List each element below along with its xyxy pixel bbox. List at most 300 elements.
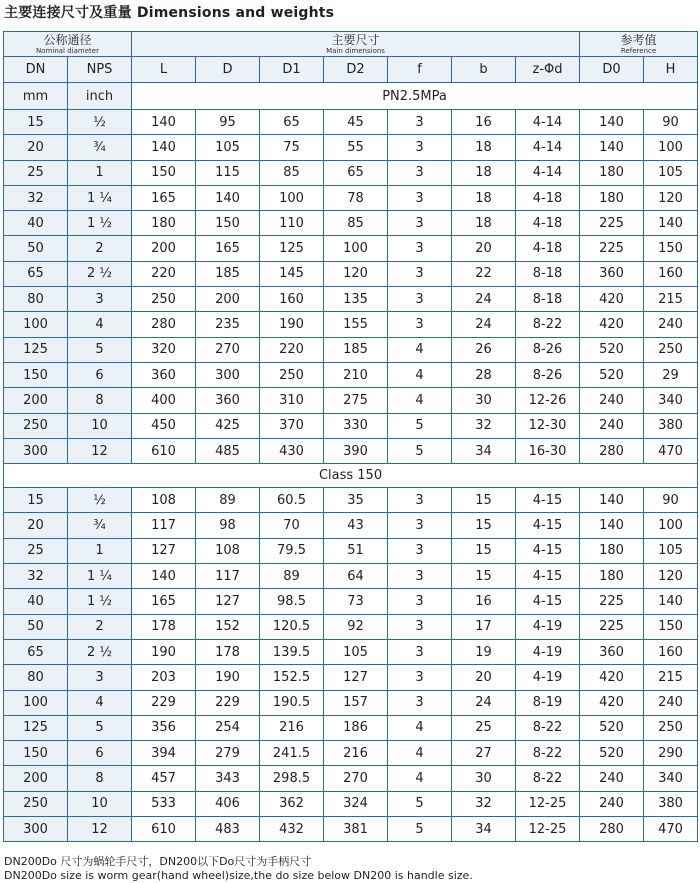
table-cell: 250: [4, 413, 68, 438]
table-cell: 140: [580, 488, 644, 513]
table-cell: 225: [580, 614, 644, 639]
table-cell: 90: [644, 110, 698, 135]
table-cell: 150: [4, 362, 68, 387]
table-cell: 380: [644, 413, 698, 438]
table-row: [4, 665, 698, 690]
table-cell: 15: [452, 513, 516, 538]
table-cell: 12: [68, 438, 132, 463]
table-cell: 100: [4, 690, 68, 715]
table-cell: 390: [324, 438, 388, 463]
table-cell: 3: [388, 665, 452, 690]
table-cell: 420: [580, 665, 644, 690]
table-cell: 203: [132, 665, 196, 690]
table-cell: 40: [4, 211, 68, 236]
table-cell: 80: [4, 287, 68, 312]
table-cell: 79.5: [260, 538, 324, 563]
table-cell: 155: [324, 312, 388, 337]
table-cell: 80: [4, 665, 68, 690]
table-row: [4, 538, 698, 563]
table-cell: 5: [388, 791, 452, 816]
table-cell: 3: [388, 614, 452, 639]
table-row: [4, 110, 698, 135]
table-cell: 140: [132, 564, 196, 589]
table-cell: 229: [132, 690, 196, 715]
table-cell: 280: [132, 312, 196, 337]
table-cell: 1 ¼: [68, 185, 132, 210]
table-cell: 1 ½: [68, 589, 132, 614]
table-cell: 3: [388, 110, 452, 135]
table-cell: 140: [644, 211, 698, 236]
table-cell: 55: [324, 135, 388, 160]
table-cell: 92: [324, 614, 388, 639]
table-cell: 4: [388, 766, 452, 791]
table-cell: 15: [452, 538, 516, 563]
table-cell: 8-26: [516, 362, 580, 387]
table-cell: 150: [132, 160, 196, 185]
table-row: [4, 614, 698, 639]
table-cell: 15: [452, 564, 516, 589]
table-cell: 4-15: [516, 564, 580, 589]
table-cell: 12-30: [516, 413, 580, 438]
table-cell: 280: [580, 817, 644, 842]
table-cell: 150: [196, 211, 260, 236]
table-row: [4, 438, 698, 463]
table-cell: 1: [68, 538, 132, 563]
table-cell: 4-19: [516, 639, 580, 664]
table-cell: 108: [132, 488, 196, 513]
table-cell: 340: [644, 766, 698, 791]
table-cell: 1 ¼: [68, 564, 132, 589]
table-cell: 3: [388, 538, 452, 563]
reference-header: 参考值 Reference: [580, 32, 698, 57]
table-cell: 17: [452, 614, 516, 639]
table-cell: 16: [452, 110, 516, 135]
table-cell: 150: [644, 614, 698, 639]
table-cell: 1 ½: [68, 211, 132, 236]
table-cell: 190.5: [260, 690, 324, 715]
table-cell: 157: [324, 690, 388, 715]
table-cell: 420: [580, 287, 644, 312]
table-cell: 10: [68, 791, 132, 816]
table-cell: 127: [196, 589, 260, 614]
table-cell: 139.5: [260, 639, 324, 664]
table-cell: 3: [68, 287, 132, 312]
table-cell: 108: [196, 538, 260, 563]
table-cell: 180: [580, 185, 644, 210]
table-cell: 24: [452, 287, 516, 312]
table-cell: 3: [388, 488, 452, 513]
table-cell: 10: [68, 413, 132, 438]
table-cell: 140: [580, 110, 644, 135]
section-row: [4, 464, 698, 488]
table-cell: 89: [260, 564, 324, 589]
table-cell: 324: [324, 791, 388, 816]
table-cell: 25: [4, 160, 68, 185]
table-cell: 270: [196, 337, 260, 362]
table-row: [4, 589, 698, 614]
table-cell: 4-15: [516, 513, 580, 538]
table-cell: 12: [68, 817, 132, 842]
table-cell: 320: [132, 337, 196, 362]
table-row: [4, 312, 698, 337]
table-cell: 24: [452, 312, 516, 337]
column-header: D2: [324, 57, 388, 83]
table-cell: 85: [324, 211, 388, 236]
table-cell: 520: [580, 715, 644, 740]
table-cell: 3: [388, 564, 452, 589]
table-cell: 45: [324, 110, 388, 135]
table-cell: 35: [324, 488, 388, 513]
table-cell: 4-18: [516, 211, 580, 236]
table-cell: 3: [388, 639, 452, 664]
table-cell: 310: [260, 388, 324, 413]
table-cell: 180: [132, 211, 196, 236]
table-cell: 19: [452, 639, 516, 664]
table-cell: 300: [4, 817, 68, 842]
table-cell: 105: [644, 538, 698, 563]
table-cell: 200: [132, 236, 196, 261]
table-row: [4, 211, 698, 236]
table-cell: 190: [196, 665, 260, 690]
table-cell: 3: [388, 185, 452, 210]
table-cell: 18: [452, 185, 516, 210]
table-cell: 250: [644, 337, 698, 362]
footnote-cn: DN200Do 尺寸为蜗轮手尺寸，DN200以下Do尺寸为手柄尺寸: [4, 855, 312, 868]
table-cell: 381: [324, 817, 388, 842]
column-header: H: [644, 57, 698, 83]
table-cell: 125: [4, 337, 68, 362]
table-cell: 4-15: [516, 488, 580, 513]
table-cell: 186: [324, 715, 388, 740]
table-cell: 3: [388, 589, 452, 614]
table-cell: 5: [388, 438, 452, 463]
table-cell: 89: [196, 488, 260, 513]
table-cell: 520: [580, 362, 644, 387]
table-cell: 6: [68, 362, 132, 387]
table-cell: 4: [388, 388, 452, 413]
table-cell: 4-14: [516, 110, 580, 135]
table-cell: 190: [132, 639, 196, 664]
table-cell: 3: [388, 135, 452, 160]
table-cell: 200: [196, 287, 260, 312]
table-cell: 117: [196, 564, 260, 589]
table-cell: 190: [260, 312, 324, 337]
table-cell: 117: [132, 513, 196, 538]
table-cell: 105: [196, 135, 260, 160]
table-cell: 180: [580, 160, 644, 185]
table-cell: 3: [388, 513, 452, 538]
table-row: [4, 337, 698, 362]
table-row: [4, 690, 698, 715]
table-cell: 127: [324, 665, 388, 690]
table-cell: 12-26: [516, 388, 580, 413]
table-cell: 5: [68, 715, 132, 740]
table-cell: 34: [452, 817, 516, 842]
table-cell: 360: [580, 261, 644, 286]
table-cell: 120.5: [260, 614, 324, 639]
table-cell: 150: [644, 236, 698, 261]
table-row: [4, 261, 698, 286]
table-cell: 360: [132, 362, 196, 387]
table-cell: 3: [388, 261, 452, 286]
column-header: NPS: [68, 57, 132, 83]
table-row: [4, 488, 698, 513]
table-cell: 12-25: [516, 791, 580, 816]
table-cell: 520: [580, 741, 644, 766]
table-cell: 290: [644, 741, 698, 766]
table-cell: 279: [196, 741, 260, 766]
table-cell: 100: [260, 185, 324, 210]
table-cell: 3: [388, 211, 452, 236]
table-cell: 12-25: [516, 817, 580, 842]
column-header: z-Φd: [516, 57, 580, 83]
table-cell: 160: [260, 287, 324, 312]
table-cell: 105: [644, 160, 698, 185]
table-cell: 356: [132, 715, 196, 740]
table-cell: 394: [132, 741, 196, 766]
table-cell: 250: [4, 791, 68, 816]
table-cell: 51: [324, 538, 388, 563]
table-cell: 250: [644, 715, 698, 740]
section-label: Class 150: [4, 464, 698, 488]
table-cell: 300: [196, 362, 260, 387]
table-cell: 343: [196, 766, 260, 791]
table-cell: 533: [132, 791, 196, 816]
table-cell: 225: [580, 589, 644, 614]
table-cell: 3: [388, 160, 452, 185]
table-cell: 8-19: [516, 690, 580, 715]
table-cell: 140: [132, 135, 196, 160]
table-cell: 100: [644, 513, 698, 538]
table-cell: 98: [196, 513, 260, 538]
table-cell: 275: [324, 388, 388, 413]
table-cell: 3: [68, 665, 132, 690]
column-header: b: [452, 57, 516, 83]
table-cell: ¾: [68, 513, 132, 538]
table-cell: 470: [644, 438, 698, 463]
table-cell: 115: [196, 160, 260, 185]
table-cell: 216: [324, 741, 388, 766]
table-cell: 15: [4, 110, 68, 135]
table-cell: 210: [324, 362, 388, 387]
table-cell: 470: [644, 817, 698, 842]
table-cell: 4-15: [516, 589, 580, 614]
table-cell: 8: [68, 388, 132, 413]
table-cell: 6: [68, 741, 132, 766]
table-cell: 4-14: [516, 160, 580, 185]
table-cell: 8-26: [516, 337, 580, 362]
table-cell: 5: [388, 817, 452, 842]
table-cell: 240: [580, 766, 644, 791]
table-cell: 8-22: [516, 715, 580, 740]
table-cell: 165: [196, 236, 260, 261]
table-cell: 300: [4, 438, 68, 463]
table-row: [4, 639, 698, 664]
table-cell: 150: [4, 741, 68, 766]
table-cell: 8: [68, 766, 132, 791]
dimensions-table: [3, 31, 698, 842]
table-cell: 420: [580, 312, 644, 337]
table-cell: 20: [4, 513, 68, 538]
table-cell: 140: [196, 185, 260, 210]
table-cell: 22: [452, 261, 516, 286]
table-cell: 34: [452, 438, 516, 463]
table-cell: 3: [388, 236, 452, 261]
table-cell: 18: [452, 135, 516, 160]
table-row: [4, 160, 698, 185]
table-cell: 4: [68, 312, 132, 337]
table-cell: 4: [388, 715, 452, 740]
table-cell: 520: [580, 337, 644, 362]
table-row: [4, 817, 698, 842]
table-cell: 4-14: [516, 135, 580, 160]
table-cell: 4-18: [516, 236, 580, 261]
table-row: [4, 135, 698, 160]
table-cell: 425: [196, 413, 260, 438]
table-cell: 152.5: [260, 665, 324, 690]
table-cell: 98.5: [260, 589, 324, 614]
table-cell: 95: [196, 110, 260, 135]
table-cell: 50: [4, 236, 68, 261]
table-cell: 120: [644, 185, 698, 210]
table-cell: 18: [452, 211, 516, 236]
table-cell: 30: [452, 388, 516, 413]
table-cell: 240: [644, 312, 698, 337]
table-cell: 145: [260, 261, 324, 286]
table-cell: 100: [644, 135, 698, 160]
table-cell: 200: [4, 766, 68, 791]
unit-inch: inch: [68, 83, 132, 110]
table-cell: 250: [260, 362, 324, 387]
table-cell: 8-18: [516, 287, 580, 312]
table-cell: 5: [388, 413, 452, 438]
table-cell: 254: [196, 715, 260, 740]
table-cell: 241.5: [260, 741, 324, 766]
table-cell: 110: [260, 211, 324, 236]
column-header-row: [4, 57, 698, 83]
table-cell: 28: [452, 362, 516, 387]
header-group-row: [4, 32, 698, 57]
table-cell: 16-30: [516, 438, 580, 463]
table-cell: 16: [452, 589, 516, 614]
table-cell: 140: [644, 589, 698, 614]
unit-mm: mm: [4, 83, 68, 110]
table-cell: 380: [644, 791, 698, 816]
table-cell: 3: [388, 287, 452, 312]
table-cell: 65: [260, 110, 324, 135]
table-cell: 8-18: [516, 261, 580, 286]
table-cell: 360: [196, 388, 260, 413]
table-cell: ½: [68, 110, 132, 135]
table-cell: 1: [68, 160, 132, 185]
table-row: [4, 766, 698, 791]
table-row: [4, 513, 698, 538]
table-cell: 200: [4, 388, 68, 413]
table-cell: 140: [132, 110, 196, 135]
column-header: f: [388, 57, 452, 83]
table-cell: 457: [132, 766, 196, 791]
table-cell: 330: [324, 413, 388, 438]
footnote-en: DN200Do size is worm gear(hand wheel)size,the do size below DN200 is handle size.: [4, 869, 473, 882]
column-header: L: [132, 57, 196, 83]
table-cell: 420: [580, 690, 644, 715]
table-cell: 32: [452, 413, 516, 438]
table-cell: 185: [324, 337, 388, 362]
table-cell: 29: [644, 362, 698, 387]
table-cell: 85: [260, 160, 324, 185]
table-cell: 178: [196, 639, 260, 664]
table-cell: 220: [132, 261, 196, 286]
table-row: [4, 388, 698, 413]
table-cell: 32: [4, 564, 68, 589]
table-cell: 120: [324, 261, 388, 286]
table-cell: ¾: [68, 135, 132, 160]
table-cell: 160: [644, 261, 698, 286]
table-cell: 215: [644, 665, 698, 690]
table-cell: 20: [4, 135, 68, 160]
table-cell: 70: [260, 513, 324, 538]
table-cell: 65: [4, 261, 68, 286]
table-cell: 483: [196, 817, 260, 842]
table-row: [4, 287, 698, 312]
table-cell: 4-18: [516, 185, 580, 210]
table-cell: 240: [580, 413, 644, 438]
table-cell: 235: [196, 312, 260, 337]
table-cell: 2 ½: [68, 639, 132, 664]
table-cell: 216: [260, 715, 324, 740]
table-cell: 32: [4, 185, 68, 210]
table-cell: 120: [644, 564, 698, 589]
table-cell: 140: [580, 135, 644, 160]
table-cell: 32: [452, 791, 516, 816]
table-cell: 20: [452, 665, 516, 690]
table-cell: 100: [4, 312, 68, 337]
table-cell: 450: [132, 413, 196, 438]
table-cell: 65: [324, 160, 388, 185]
table-cell: 15: [452, 488, 516, 513]
table-cell: 4-15: [516, 538, 580, 563]
table-cell: 370: [260, 413, 324, 438]
unit-row: [4, 83, 698, 110]
table-cell: 220: [260, 337, 324, 362]
table-cell: 8-22: [516, 312, 580, 337]
table-cell: 2: [68, 236, 132, 261]
table-cell: 360: [580, 639, 644, 664]
table-cell: 280: [580, 438, 644, 463]
table-row: [4, 715, 698, 740]
table-cell: ½: [68, 488, 132, 513]
nominal-diameter-header: 公称通径 Nominal diameter: [4, 32, 132, 57]
table-cell: 78: [324, 185, 388, 210]
table-cell: 73: [324, 589, 388, 614]
table-cell: 125: [260, 236, 324, 261]
table-cell: 75: [260, 135, 324, 160]
table-cell: 340: [644, 388, 698, 413]
table-cell: 610: [132, 438, 196, 463]
table-row: [4, 413, 698, 438]
table-cell: 240: [580, 388, 644, 413]
section-label-pn: PN2.5MPa: [132, 83, 698, 110]
table-cell: 2 ½: [68, 261, 132, 286]
table-cell: 15: [4, 488, 68, 513]
table-cell: 610: [132, 817, 196, 842]
table-cell: 4-19: [516, 614, 580, 639]
table-cell: 225: [580, 236, 644, 261]
table-cell: 24: [452, 690, 516, 715]
table-cell: 50: [4, 614, 68, 639]
table-cell: 40: [4, 589, 68, 614]
table-row: [4, 362, 698, 387]
